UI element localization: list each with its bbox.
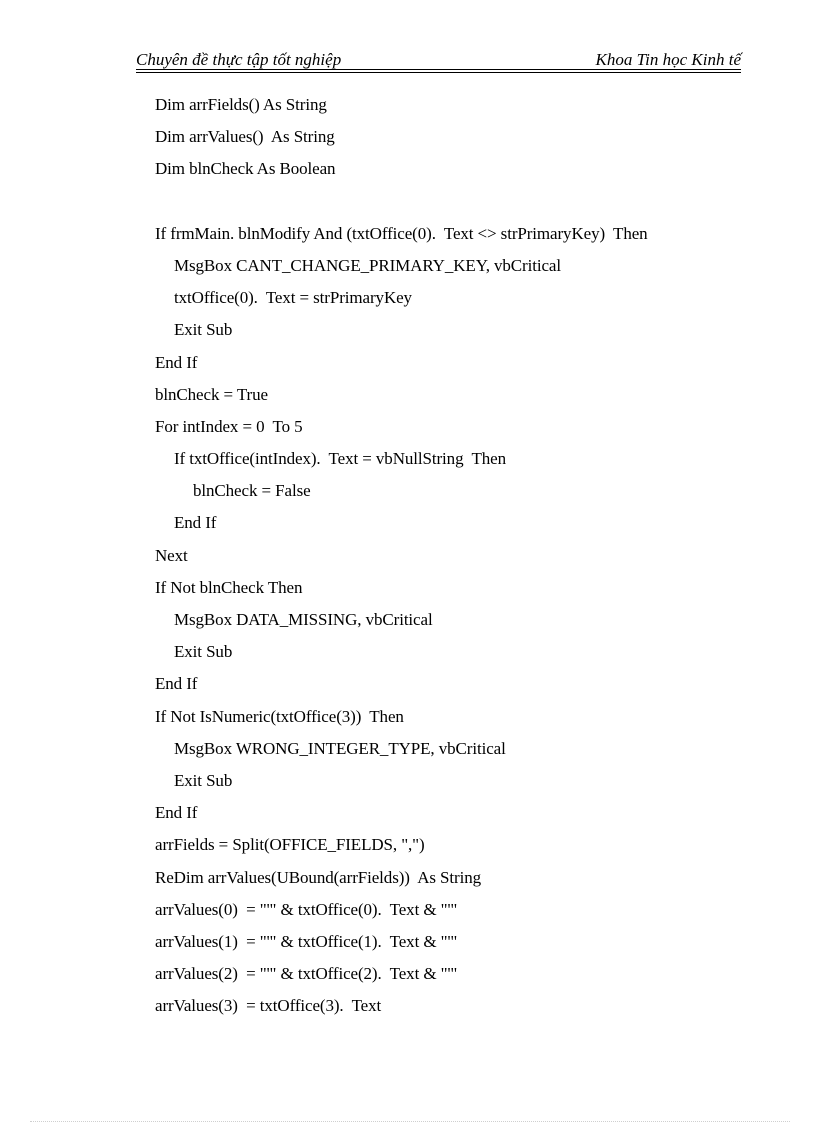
code-line: ReDim arrValues(UBound(arrFields)) As String	[155, 867, 482, 887]
code-line: arrValues(2) = "'" & txtOffice(2). Text & "'"	[155, 964, 458, 984]
code-listing	[155, 93, 755, 1026]
header-department: Khoa Tin học Kinh tế	[595, 50, 741, 69]
code-line: Dim arrFields() As String	[155, 95, 327, 114]
code-line: arrFields = Split(OFFICE_FIELDS, ",")	[155, 835, 425, 855]
code-line: End If	[155, 352, 198, 372]
code-line: blnCheck = False	[193, 481, 311, 501]
code-line: If Not blnCheck Then	[155, 577, 303, 597]
code-line: Exit Sub	[174, 320, 233, 340]
page-bottom-dotted-border	[30, 1121, 790, 1122]
code-line: Dim blnCheck As Boolean	[155, 159, 336, 179]
code-line: End If	[174, 513, 217, 533]
code-line: MsgBox WRONG_INTEGER_TYPE, vbCritical	[174, 738, 506, 758]
code-line: MsgBox CANT_CHANGE_PRIMARY_KEY, vbCritical	[174, 255, 561, 275]
header-rule-bottom	[136, 72, 741, 73]
header-rule-top	[136, 69, 741, 70]
code-line: For intIndex = 0 To 5	[155, 416, 303, 436]
code-line: Exit Sub	[174, 770, 233, 790]
code-line: Exit Sub	[174, 642, 233, 662]
header-document-title: Chuyên đề thực tập tốt nghiệp	[136, 50, 342, 69]
code-line: End If	[155, 674, 198, 694]
code-line: txtOffice(0). Text = strPrimaryKey	[174, 288, 412, 308]
code-line: End If	[155, 803, 198, 823]
code-line: arrValues(1) = "'" & txtOffice(1). Text & "'"	[155, 931, 458, 951]
code-line: If frmMain. blnModify And (txtOffice(0). Text <> strPrimaryKey) Then	[155, 223, 648, 243]
code-line: Next	[155, 545, 188, 565]
code-line: If txtOffice(intIndex). Text = vbNullString Then	[174, 449, 507, 469]
code-line: Dim arrValues() As String	[155, 127, 335, 147]
code-line: If Not IsNumeric(txtOffice(3)) Then	[155, 706, 404, 726]
code-line: arrValues(3) = txtOffice(3). Text	[155, 996, 382, 1016]
code-line: blnCheck = True	[155, 384, 268, 404]
code-line: arrValues(0) = "'" & txtOffice(0). Text & "'"	[155, 899, 458, 919]
code-line: MsgBox DATA_MISSING, vbCritical	[174, 610, 433, 629]
code-line-blank	[155, 190, 755, 222]
